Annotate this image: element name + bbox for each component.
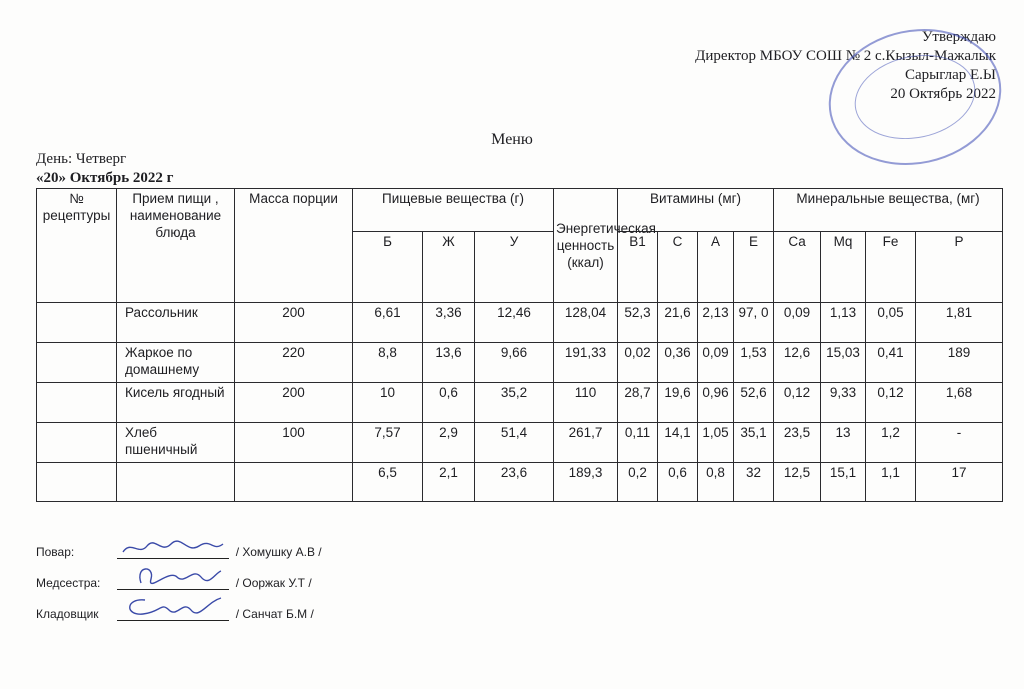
cell-ca: 12,5 — [774, 463, 821, 502]
approve-line-4: 20 Октябрь 2022 — [890, 86, 996, 102]
header-recipe-number: № рецептуры — [37, 189, 117, 303]
cell-mg: 13 — [821, 423, 866, 463]
cell-fat: 3,36 — [423, 303, 475, 343]
cell-protein: 10 — [353, 383, 423, 423]
subheader-a: А — [698, 232, 734, 303]
cell-a: 0,96 — [698, 383, 734, 423]
table-row — [37, 303, 1003, 343]
cell-protein: 8,8 — [353, 343, 423, 383]
header-nutrients: Пищевые вещества (г) — [353, 189, 554, 232]
signature-line — [117, 540, 229, 559]
cell-mass: 200 — [235, 303, 353, 343]
table-row — [37, 383, 1003, 423]
cell-fe: 0,05 — [866, 303, 916, 343]
cell-recipe — [37, 423, 117, 463]
cell-protein: 6,5 — [353, 463, 423, 502]
approve-line-3: Сарыглар Е.Ы — [904, 67, 996, 83]
cell-mass: 200 — [235, 383, 353, 423]
header-energy: Энергетическая ценность (ккал) — [554, 189, 618, 303]
cell-dish-name — [117, 463, 235, 502]
cell-recipe — [37, 463, 117, 502]
cell-dish-name: Кисель ягодный — [117, 383, 235, 423]
cell-b1: 28,7 — [618, 383, 658, 423]
cell-recipe — [37, 343, 117, 383]
handwritten-signature-icon — [121, 538, 225, 558]
signature-name: / Ооржак У.Т / — [235, 576, 312, 590]
subheader-b1: B1 — [618, 232, 658, 303]
subheader-c: С — [658, 232, 698, 303]
signature-nurse — [36, 571, 312, 590]
signature-line — [117, 571, 229, 590]
cell-fe: 0,12 — [866, 383, 916, 423]
subheader-p: Р — [916, 232, 1003, 303]
cell-e: 1,53 — [734, 343, 774, 383]
header-minerals: Минеральные вещества, (мг) — [774, 189, 1003, 232]
date-label: «20» Октябрь 2022 г — [36, 170, 174, 186]
cell-b1: 52,3 — [618, 303, 658, 343]
cell-p: 17 — [916, 463, 1003, 502]
cell-e: 52,6 — [734, 383, 774, 423]
cell-a: 2,13 — [698, 303, 734, 343]
handwritten-signature-icon — [121, 594, 225, 620]
cell-e: 35,1 — [734, 423, 774, 463]
cell-ca: 23,5 — [774, 423, 821, 463]
cell-p: - — [916, 423, 1003, 463]
handwritten-signature-icon — [121, 563, 225, 589]
table-row — [37, 423, 1003, 463]
table-row — [37, 463, 1003, 502]
signature-cook — [36, 540, 322, 559]
cell-a: 0,09 — [698, 343, 734, 383]
subheader-ca: Са — [774, 232, 821, 303]
signature-name: / Хомушку А.В / — [235, 545, 322, 559]
subheader-mg: Mq — [821, 232, 866, 303]
signature-name: / Санчат Б.М / — [235, 607, 314, 621]
cell-fe: 1,2 — [866, 423, 916, 463]
menu-table — [36, 188, 1003, 502]
cell-mass: 100 — [235, 423, 353, 463]
cell-ca: 0,12 — [774, 383, 821, 423]
cell-dish-name: Хлеб пшеничный — [117, 423, 235, 463]
cell-p: 189 — [916, 343, 1003, 383]
cell-protein: 7,57 — [353, 423, 423, 463]
subheader-fat: Ж — [423, 232, 475, 303]
page-title: Меню — [491, 131, 533, 148]
cell-carbs: 23,6 — [475, 463, 554, 502]
cell-carbs: 9,66 — [475, 343, 554, 383]
table-row — [37, 343, 1003, 383]
cell-mass: 220 — [235, 343, 353, 383]
cell-fe: 0,41 — [866, 343, 916, 383]
cell-mg: 1,13 — [821, 303, 866, 343]
cell-a: 1,05 — [698, 423, 734, 463]
cell-dish-name: Рассольник — [117, 303, 235, 343]
cell-recipe — [37, 303, 117, 343]
approve-line-2: Директор МБОУ СОШ № 2 с.Кызыл-Мажалык — [695, 48, 996, 64]
cell-b1: 0,2 — [618, 463, 658, 502]
header-vitamins: Витамины (мг) — [618, 189, 774, 232]
cell-mg: 9,33 — [821, 383, 866, 423]
cell-energy: 191,33 — [554, 343, 618, 383]
cell-p: 1,81 — [916, 303, 1003, 343]
cell-fat: 13,6 — [423, 343, 475, 383]
subheader-protein: Б — [353, 232, 423, 303]
cell-carbs: 35,2 — [475, 383, 554, 423]
signature-role: Кладовщик — [36, 607, 99, 621]
cell-p: 1,68 — [916, 383, 1003, 423]
cell-recipe — [37, 383, 117, 423]
cell-c: 19,6 — [658, 383, 698, 423]
header-portion-mass: Масса порции — [235, 189, 353, 303]
cell-e: 32 — [734, 463, 774, 502]
cell-c: 14,1 — [658, 423, 698, 463]
approve-line-1: Утверждаю — [921, 29, 996, 45]
cell-energy: 189,3 — [554, 463, 618, 502]
cell-ca: 12,6 — [774, 343, 821, 383]
signature-line — [117, 602, 229, 621]
cell-energy: 128,04 — [554, 303, 618, 343]
cell-b1: 0,11 — [618, 423, 658, 463]
cell-mass — [235, 463, 353, 502]
cell-carbs: 12,46 — [475, 303, 554, 343]
cell-fe: 1,1 — [866, 463, 916, 502]
cell-carbs: 51,4 — [475, 423, 554, 463]
cell-c: 21,6 — [658, 303, 698, 343]
cell-b1: 0,02 — [618, 343, 658, 383]
cell-fat: 2,9 — [423, 423, 475, 463]
signature-storekeeper — [36, 602, 314, 621]
cell-e: 97, 0 — [734, 303, 774, 343]
subheader-e: Е — [734, 232, 774, 303]
cell-protein: 6,61 — [353, 303, 423, 343]
day-label: День: Четверг — [36, 151, 127, 167]
cell-ca: 0,09 — [774, 303, 821, 343]
cell-mg: 15,03 — [821, 343, 866, 383]
cell-mg: 15,1 — [821, 463, 866, 502]
subheader-carbs: У — [475, 232, 554, 303]
cell-c: 0,36 — [658, 343, 698, 383]
header-meal-name: Прием пищи , наименование блюда — [117, 189, 235, 303]
cell-energy: 261,7 — [554, 423, 618, 463]
cell-fat: 2,1 — [423, 463, 475, 502]
signature-role: Повар: — [36, 545, 75, 559]
cell-dish-name: Жаркое по домашнему — [117, 343, 235, 383]
cell-c: 0,6 — [658, 463, 698, 502]
cell-a: 0,8 — [698, 463, 734, 502]
subheader-fe: Fe — [866, 232, 916, 303]
cell-energy: 110 — [554, 383, 618, 423]
signature-role: Медсестра: — [36, 576, 101, 590]
cell-fat: 0,6 — [423, 383, 475, 423]
